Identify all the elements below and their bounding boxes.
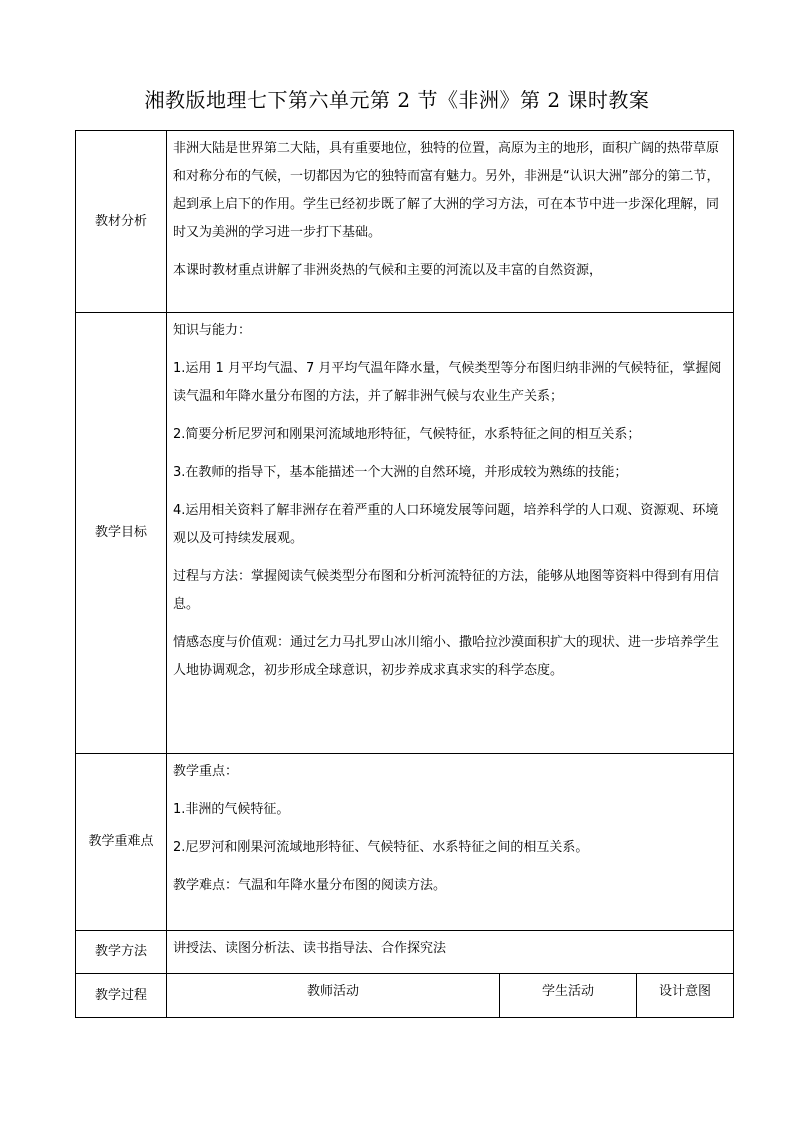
lesson-plan-table	[75, 130, 734, 1018]
goal-item-1: 1.运用 1 月平均气温、7 月平均气温年降水量，气候类型等分布图归纳非洲的气候特征，掌握阅读气温和年降水量分布图的方法，并了解非洲气候与农业生产关系；	[173, 361, 722, 404]
label-teaching-methods: 教学方法	[76, 931, 167, 974]
row-teaching-process	[76, 974, 734, 1018]
row-key-difficult-points	[76, 754, 734, 931]
goals-process-method: 过程与方法：掌握阅读气候类型分布图和分析河流特征的方法，能够从地图等资料中得到有用信息。	[173, 569, 720, 612]
label-teaching-process: 教学过程	[76, 974, 167, 1018]
goal-item-2: 2.简要分析尼罗河和刚果河流域地形特征，气候特征，水系特征之间的相互关系；	[173, 427, 641, 442]
goals-emotion-values: 情感态度与价值观：通过乞力马扎罗山冰川缩小、撒哈拉沙漠面积扩大的现状、进一步培养学生人地协调观念，初步形成全球意识，初步养成求真求实的科学态度。	[173, 635, 720, 678]
goal-item-3: 3.在教师的指导下，基本能描述一个大洲的自然环境，并形成较为熟练的技能；	[173, 465, 628, 480]
keypoint-item-1: 1.非洲的气候特征。	[173, 802, 290, 817]
keypoints-heading: 教学重点：	[173, 764, 239, 779]
content-key-difficult-points	[167, 754, 734, 931]
label-teaching-goals: 教学目标	[76, 313, 167, 754]
row-teaching-goals	[76, 313, 734, 754]
header-teacher-activity: 教师活动	[167, 974, 500, 1018]
methods-text: 讲授法、读图分析法、读书指导法、合作探究法	[173, 941, 447, 956]
row-material-analysis	[76, 131, 734, 313]
content-teaching-goals	[167, 313, 734, 754]
header-design-intent: 设计意图	[637, 974, 734, 1018]
label-key-difficult-points: 教学重难点	[76, 754, 167, 931]
content-material-analysis	[167, 131, 734, 313]
page-title: 湘教版地理七下第六单元第 2 节《非洲》第 2 课时教案	[144, 88, 650, 112]
goal-item-4: 4.运用相关资料了解非洲存在着严重的人口环境发展等问题，培养科学的人口观、资源观、环境观以及可持续发展观。	[173, 503, 719, 546]
difficulty-text: 教学难点：气温和年降水量分布图的阅读方法。	[173, 878, 447, 893]
material-paragraph-2: 本课时教材重点讲解了非洲炎热的气候和主要的河流以及丰富的自然资源，	[173, 263, 603, 278]
content-teaching-methods	[167, 931, 734, 974]
goals-heading: 知识与能力：	[173, 323, 252, 338]
row-teaching-methods	[76, 931, 734, 974]
label-material-analysis: 教材分析	[76, 131, 167, 313]
keypoint-item-2: 2.尼罗河和刚果河流域地形特征、气候特征、水系特征之间的相互关系。	[173, 840, 589, 855]
header-student-activity: 学生活动	[500, 974, 637, 1018]
material-paragraph-1: 非洲大陆是世界第二大陆，具有重要地位，独特的位置，高原为主的地形，面积广阔的热带草原和对称分布的气候，一切都因为它的独特而富有魅力。另外，非洲是“认识大洲”部分的第二节，起到承上启下的作用。学生已经初步既了解了大洲的学习方法，可在本节中进一步深化理解，同时又为美洲的学习进一步打下基础。	[173, 141, 720, 240]
